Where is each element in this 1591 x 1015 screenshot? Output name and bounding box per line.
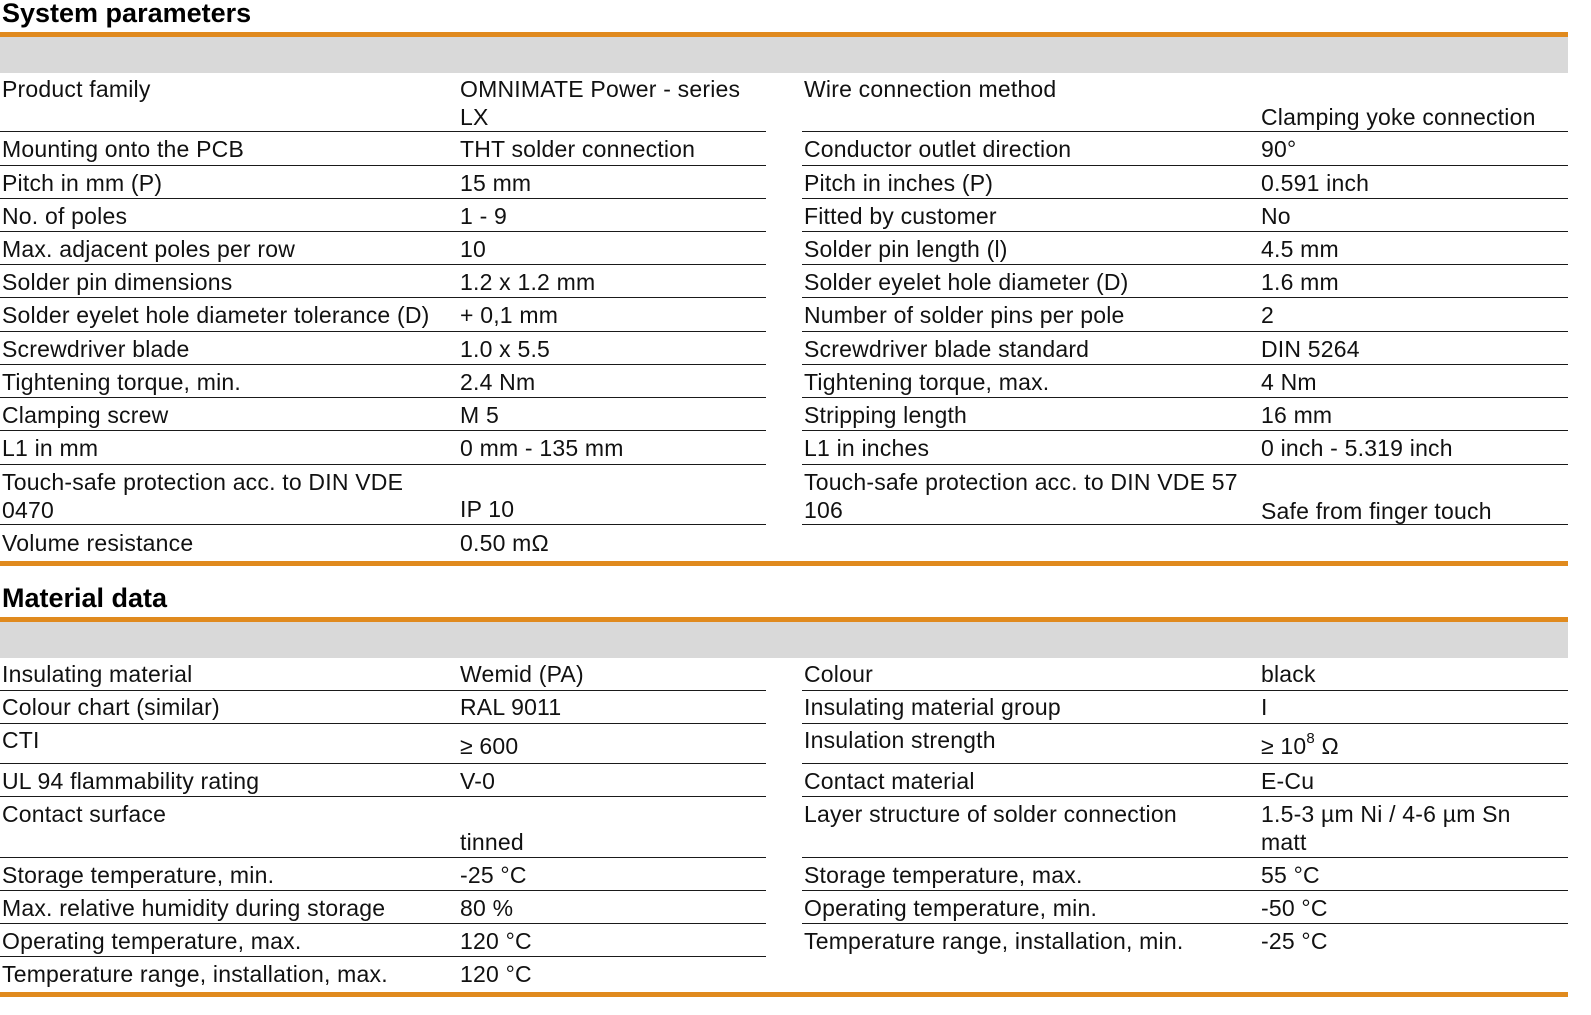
row-value: DIN 5264: [1261, 336, 1360, 362]
row-value: No: [1261, 203, 1291, 229]
row-label: Wire connection method: [804, 76, 1057, 102]
row-value: 1.2 x 1.2 mm: [460, 269, 596, 295]
row-label: Tightening torque, max.: [804, 369, 1050, 395]
row-label: Storage temperature, max.: [804, 862, 1083, 888]
table-row: [802, 465, 1568, 525]
row-label: Solder eyelet hole diameter (D): [804, 269, 1129, 295]
table-row: [802, 764, 1568, 797]
row-label: Temperature range, installation, min.: [804, 928, 1184, 954]
table-row: [0, 924, 766, 957]
table-row: [0, 166, 766, 199]
row-label: Touch-safe protection acc. to DIN VDE 57 106: [804, 469, 1238, 523]
row-value: THT solder connection: [460, 136, 696, 162]
row-value: 2: [1261, 302, 1274, 328]
row-label: Volume resistance: [2, 530, 194, 556]
table-row: [802, 797, 1568, 858]
row-value: 120 °C: [460, 961, 532, 987]
row-value: 15 mm: [460, 170, 532, 196]
table-row: [802, 199, 1568, 232]
table-row: [0, 858, 766, 891]
table-row: [802, 265, 1568, 298]
table-row: [0, 465, 766, 525]
row-value: 0.50 mΩ: [460, 530, 549, 556]
row-label: Max. relative humidity during storage: [2, 895, 386, 921]
row-value: 10: [460, 236, 486, 262]
row-value: Safe from finger touch: [1261, 498, 1492, 524]
row-value: I: [1261, 694, 1268, 720]
table-row: [0, 365, 766, 398]
table-row: [0, 957, 766, 990]
row-label: Contact surface: [2, 801, 167, 827]
row-label: No. of poles: [2, 203, 128, 229]
row-value: 1.0 x 5.5: [460, 336, 551, 362]
table-row: [802, 332, 1568, 365]
table-row: [0, 398, 766, 431]
row-value: 0 mm - 135 mm: [460, 435, 624, 461]
row-value: 4 Nm: [1261, 369, 1317, 395]
row-value: OMNIMATE Power - series LX: [460, 76, 741, 130]
table-row: [802, 924, 1568, 957]
table-row: [802, 398, 1568, 431]
row-value: Wemid (PA): [460, 661, 584, 687]
row-value: 16 mm: [1261, 402, 1333, 428]
table-row: [802, 166, 1568, 199]
row-value: Clamping yoke connection: [1261, 104, 1536, 130]
table-row: [0, 132, 766, 166]
table-row: [802, 73, 1568, 132]
table-row: [802, 132, 1568, 166]
row-label: Product family: [2, 76, 151, 102]
row-label: Fitted by customer: [804, 203, 997, 229]
row-label: Contact material: [804, 768, 975, 794]
row-label: UL 94 flammability rating: [2, 768, 260, 794]
table-row: [0, 797, 766, 858]
value-prefix: ≥ 10: [1261, 733, 1307, 759]
table-row: [802, 232, 1568, 265]
row-label: Clamping screw: [2, 402, 169, 428]
row-value: V-0: [460, 768, 496, 794]
row-label: Operating temperature, min.: [804, 895, 1098, 921]
row-value: -25 °C: [1261, 928, 1328, 954]
table-row: [0, 265, 766, 298]
table-row: [0, 525, 766, 560]
row-value: -25 °C: [460, 862, 527, 888]
row-value: 1.6 mm: [1261, 269, 1339, 295]
row-label: Solder pin length (l): [804, 236, 1008, 262]
row-label: Stripping length: [804, 402, 968, 428]
row-value: 1.5-3 µm Ni / 4-6 µm Sn matt: [1261, 801, 1511, 855]
row-value: black: [1261, 661, 1316, 687]
table-row: [0, 691, 766, 724]
row-label: Solder pin dimensions: [2, 269, 233, 295]
value-suffix: Ω: [1314, 733, 1339, 759]
value-exponent: 8: [1306, 730, 1315, 748]
row-value: 0 inch - 5.319 inch: [1261, 435, 1453, 461]
table-row: [0, 891, 766, 924]
left-column: [0, 658, 766, 990]
section-bottom-rule: [0, 992, 1568, 997]
row-label: Layer structure of solder connection: [804, 801, 1177, 827]
row-label: Solder eyelet hole diameter tolerance (D): [2, 302, 430, 328]
row-value: -50 °C: [1261, 895, 1328, 921]
row-label: Insulating material: [2, 661, 193, 687]
row-label: Number of solder pins per pole: [804, 302, 1125, 328]
row-label: Temperature range, installation, max.: [2, 961, 388, 987]
row-label: CTI: [2, 727, 40, 753]
row-label: Conductor outlet direction: [804, 136, 1072, 162]
row-value: IP 10: [460, 496, 515, 522]
left-column: [0, 73, 766, 560]
row-value: E-Cu: [1261, 768, 1315, 794]
section-title: Material data: [2, 583, 168, 613]
row-value: 2.4 Nm: [460, 369, 536, 395]
table-row: [0, 332, 766, 365]
row-label: Colour chart (similar): [2, 694, 220, 720]
right-column: [802, 658, 1568, 957]
table-row: [0, 764, 766, 797]
row-label: Operating temperature, max.: [2, 928, 302, 954]
right-column: [802, 73, 1568, 525]
table-row: [0, 298, 766, 332]
row-label: Pitch in mm (P): [2, 170, 163, 196]
section-bottom-rule: [0, 561, 1568, 566]
row-value: tinned: [460, 829, 524, 855]
row-label: Pitch in inches (P): [804, 170, 994, 196]
row-label: Insulating material group: [804, 694, 1061, 720]
row-label: Touch-safe protection acc. to DIN VDE 0470: [2, 469, 404, 523]
insulation-strength-value: [1261, 732, 1571, 760]
table-row: [0, 199, 766, 232]
table-row: [0, 658, 766, 691]
table-row: [0, 73, 766, 132]
row-label: Screwdriver blade: [2, 336, 190, 362]
table-row: [802, 724, 1568, 764]
row-value: M 5: [460, 402, 499, 428]
table-row: [802, 691, 1568, 724]
row-label: Storage temperature, min.: [2, 862, 275, 888]
row-value: 55 °C: [1261, 862, 1320, 888]
section-header-band: [0, 37, 1568, 73]
row-label: Tightening torque, min.: [2, 369, 241, 395]
row-label: Mounting onto the PCB: [2, 136, 245, 162]
row-label: Max. adjacent poles per row: [2, 236, 296, 262]
row-value: + 0,1 mm: [460, 302, 559, 328]
row-label: Screwdriver blade standard: [804, 336, 1090, 362]
section-title: System parameters: [2, 0, 252, 28]
row-value: 120 °C: [460, 928, 532, 954]
row-label: L1 in mm: [2, 435, 99, 461]
row-value: ≥ 600: [460, 733, 519, 759]
row-value: RAL 9011: [460, 694, 562, 720]
section-header-band: [0, 622, 1568, 658]
table-row: [802, 365, 1568, 398]
row-label: Insulation strength: [804, 727, 996, 753]
row-value: 90°: [1261, 136, 1297, 162]
table-row: [802, 858, 1568, 891]
row-value: 0.591 inch: [1261, 170, 1370, 196]
table-row: [802, 658, 1568, 691]
row-label: L1 in inches: [804, 435, 930, 461]
table-row: [802, 431, 1568, 465]
table-row: [0, 431, 766, 465]
table-row: [802, 891, 1568, 924]
row-value: 4.5 mm: [1261, 236, 1339, 262]
table-row: [802, 298, 1568, 332]
table-row: [0, 232, 766, 265]
row-value: 80 %: [460, 895, 514, 921]
row-value: 1 - 9: [460, 203, 508, 229]
row-label: Colour: [804, 661, 873, 687]
table-row: [0, 724, 766, 764]
